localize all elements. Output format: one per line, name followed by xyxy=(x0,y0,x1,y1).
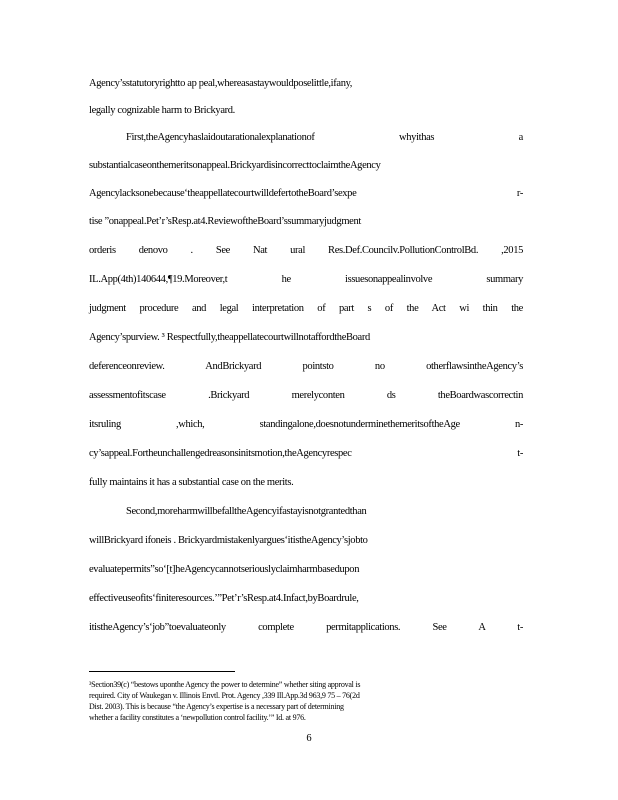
body-line: Agencylacksonebecause‘theappellatecourtwilldefertotheBoard’sexpe r- xyxy=(89,188,523,199)
body-line: Agency’spurview. ³ Respectfully,theappellatecourtwillnotaffordtheBoard xyxy=(89,332,370,343)
footnote-line: ³Section39(c) “bestows uponthe Agency the power to determine” whether siting approval is xyxy=(89,680,361,689)
body-line: assessmentofitscase .Brickyard merelyconten ds theBoardwascorrectin xyxy=(89,390,523,401)
footnote-line: required. City of Waukegan v. Illinois Envtl. Prot. Agency ,339 Ill.App.3d 963,9 75 – 76(2d xyxy=(89,691,360,700)
page-number: 6 xyxy=(306,733,312,744)
body-line: fully maintains it has a substantial case on the merits. xyxy=(89,477,294,488)
footnote-line: Dist. 2003). This is because “the Agency’s expertise is a necessary part of determining xyxy=(89,702,344,711)
body-line: itistheAgency’s‘job”toevaluateonly complete permitapplications. See A t- xyxy=(89,622,523,633)
body-line: judgment procedure and legal interpretation of part s of the Act wi thin the xyxy=(89,303,523,314)
body-line: effectiveuseofits‘finiteresources.’”Pet’r’sResp.at4.Infact,byBoardrule, xyxy=(89,593,359,604)
body-line: legally cognizable harm to Brickyard. xyxy=(89,105,235,116)
body-line: Agency’sstatutoryrightto ap peal,whereasastaywouldposelittle,ifany, xyxy=(89,78,353,89)
body-line: cy’sappeal.Fortheunchallengedreasonsinitsmotion,theAgencyrespec t- xyxy=(89,448,523,459)
body-line: itsruling ,which, standingalone,doesnotunderminethemeritsoftheAge n- xyxy=(89,419,523,430)
body-line: First,theAgencyhaslaidoutarationalexplanationof whyithas a xyxy=(126,132,523,143)
body-line: substantialcaseonthemeritsonappeal.BrickyardisincorrecttoclaimtheAgency xyxy=(89,160,381,171)
body-line: tise ”onappeal.Pet’r’sResp.at4.ReviewoftheBoard’ssummaryjudgment xyxy=(89,216,361,227)
body-line: IL.App(4th)140644,¶19.Moreover,t he issuesonappealinvolve summary xyxy=(89,274,523,285)
body-line: Second,moreharmwillbefalltheAgencyifastayisnotgrantedthan xyxy=(126,506,367,517)
footnote-separator xyxy=(89,671,235,672)
body-line: deferenceonreview. AndBrickyard pointsto no otherflawsintheAgency’s xyxy=(89,361,523,372)
footnote-line: whether a facility constitutes a ‘newpollution control facility.’” Id. at 976. xyxy=(89,713,306,722)
body-line: orderis denovo . See Nat ural Res.Def.Councilv.PollutionControlBd. ,2015 xyxy=(89,245,523,256)
body-line: willBrickyard ifoneis . Brickyardmistakenlyargues‘itistheAgency’sjobto xyxy=(89,535,368,546)
body-line: evaluatepermits”so‘[t]heAgencycannotseriouslyclaimharmbasedupon xyxy=(89,564,360,575)
